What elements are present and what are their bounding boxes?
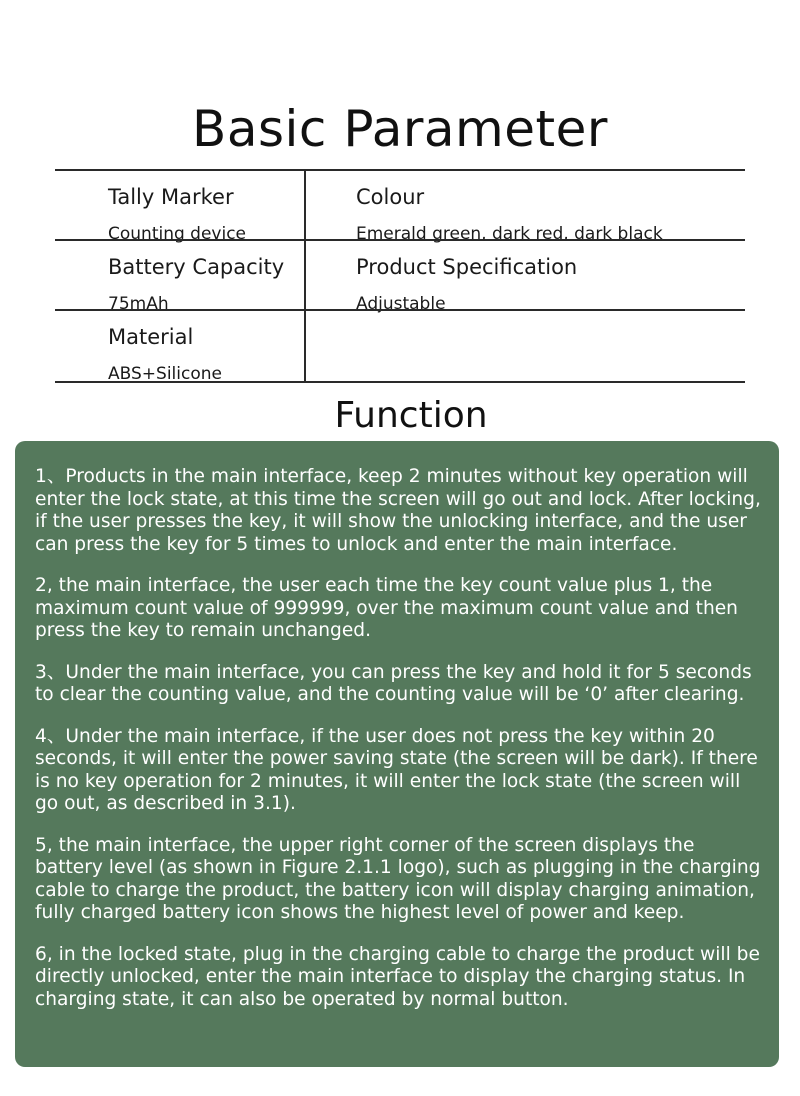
function-item-1: 1、Products in the main interface, keep 2 minutes without key operation will enter the lock state, at this time the screen will go out and lock. After locking, if the user presses the key, it will show the unlocking interface, and the user can press the key for 5 times to unlock and enter the main interface. (35, 466, 761, 555)
function-item-6: 6, in the locked state, plug in the charging cable to charge the product will be directly unlocked, enter the main interface to display the charging status. In charging state, it can also be operated by normal button. (35, 943, 760, 1010)
parameter-table (55, 169, 745, 383)
page-title: Basic Parameter (192, 100, 608, 158)
param-value-product-specification: Adjustable (356, 294, 446, 314)
param-label-tally-marker: Tally Marker (108, 185, 234, 209)
function-description-box (15, 441, 779, 1067)
function-heading: Function (334, 395, 488, 436)
table-cell (306, 171, 745, 244)
function-item-5: 5, the main interface, the upper right corner of the screen displays the battery level (as shown in Figure 2.1.1 logo), such as plugging in the charging cable to charge the product, the battery icon will display charging animation, fully charged battery icon shows the highest level of power and keep. (35, 834, 761, 923)
param-label-colour: Colour (356, 185, 425, 209)
function-item-2: 2, the main interface, the user each time the key count value plus 1, the maximum count value of 999999, over the maximum count value and then press the key to remain unchanged. (35, 575, 738, 641)
table-cell (55, 311, 306, 384)
table-cell (306, 241, 745, 314)
table-row (55, 239, 745, 314)
table-cell (55, 171, 306, 244)
param-label-product-specification: Product Specification (356, 255, 578, 279)
param-value-material: ABS+Silicone (108, 364, 222, 384)
param-value-colour: Emerald green, dark red, dark black (356, 224, 663, 244)
param-value-battery-capacity: 75mAh (108, 294, 169, 314)
param-label-material: Material (108, 325, 194, 349)
table-cell (55, 241, 306, 314)
function-item-4: 4、Under the main interface, if the user does not press the key within 20 seconds, it will enter the power saving state (the screen will be dark). If there is no key operation for 2 minutes, it will enter the lock state (the screen will go out, as described in 3.1). (35, 725, 758, 814)
param-value-tally-marker: Counting device (108, 224, 247, 244)
table-cell-empty (306, 311, 745, 381)
param-label-battery-capacity: Battery Capacity (108, 255, 285, 279)
table-row (55, 169, 745, 244)
function-item-3: 3、Under the main interface, you can press the key and hold it for 5 seconds to clear the counting value, and the counting value will be ‘0’ after clearing. (35, 661, 752, 705)
table-row (55, 309, 745, 383)
